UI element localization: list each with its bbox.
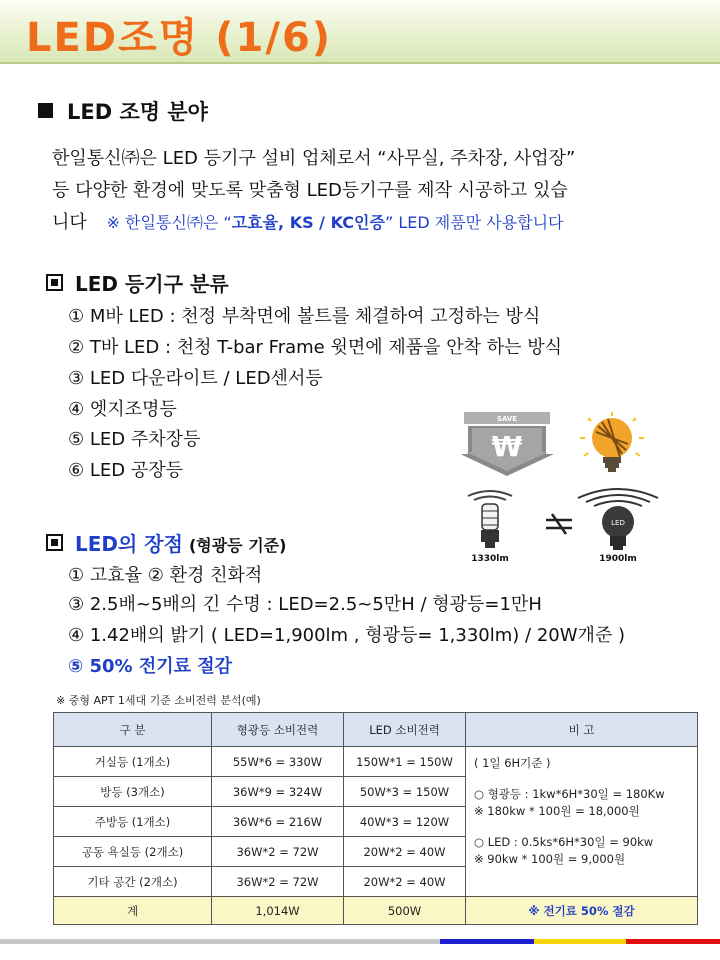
classification-heading-text: LED 등기구 분류 <box>75 272 229 296</box>
table-cell: 20W*2 = 40W <box>344 837 466 867</box>
table-cell: 36W*2 = 72W <box>212 837 344 867</box>
fluorescent-lumens: 1330lm <box>471 554 509 564</box>
column-header: LED 소비전력 <box>344 713 466 747</box>
table-cell: 150W*1 = 150W <box>344 747 466 777</box>
table-cell: 공동 욕실등 (2개소) <box>54 837 212 867</box>
table-cell: 36W*9 = 324W <box>212 777 344 807</box>
table-note: ※ 중형 APT 1세대 기준 소비전력 분석(예) <box>56 694 261 707</box>
led-lumens: 1900lm <box>599 554 637 564</box>
intro-line-3-text: 니다 <box>52 212 87 233</box>
section-heading-advantages <box>46 528 286 557</box>
footer-bar-red <box>626 939 720 944</box>
remark-line: ○ 형광등 : 1kw*6H*30일 = 180Kw <box>474 787 665 801</box>
boxed-square-icon <box>46 534 63 551</box>
table-cell: 36W*6 = 216W <box>212 807 344 837</box>
table-cell: 주방등 (1개소) <box>54 807 212 837</box>
footer-bar-gray <box>0 939 440 944</box>
table-cell: 40W*3 = 120W <box>344 807 466 837</box>
intro-line-2: 등 다양한 환경에 맞도록 맞춤형 LED등기구를 제작 시공하고 있습 <box>52 180 568 201</box>
led-label: LED <box>611 519 625 527</box>
footer-bar-yellow <box>534 939 626 944</box>
boxed-square-icon <box>46 274 63 291</box>
table-cell: 방등 (3개소) <box>54 777 212 807</box>
title-bar <box>0 0 720 64</box>
table-header-row <box>54 713 698 747</box>
save-label: SAVE <box>496 415 518 423</box>
footer-bar-blue <box>440 939 534 944</box>
advantage-item: ③ 2.5배~5배의 긴 수명 : LED=2.5~5만H / 형광등=1만H <box>68 594 542 615</box>
section-heading-text: LED 조명 분야 <box>67 100 208 124</box>
section-heading-led-lighting <box>38 96 208 126</box>
intro-line-3 <box>52 208 563 234</box>
total-cell: 1,014W <box>212 897 344 925</box>
remark-cell <box>466 747 698 897</box>
table-cell: 기타 공간 (2개소) <box>54 867 212 897</box>
column-header: 형광등 소비전력 <box>212 713 344 747</box>
certification-note <box>107 213 564 232</box>
note-bold: 고효율, KS / KC인증 <box>231 213 385 232</box>
advantage-item: ⑤ 50% 전기료 절감 <box>68 656 233 677</box>
advantages-heading-text: LED의 장점 <box>75 532 183 556</box>
classification-item: ⑥ LED 공장등 <box>68 460 184 481</box>
remark-line: ○ LED : 0.5ks*6H*30일 = 90kw <box>474 835 654 849</box>
classification-item: ① M바 LED : 천정 부착면에 볼트를 체결하여 고정하는 방식 <box>68 306 541 327</box>
square-bullet-icon <box>38 103 53 118</box>
remark-line: ( 1일 6H기준 ) <box>474 756 551 770</box>
table-cell: 거실등 (1개소) <box>54 747 212 777</box>
classification-item: ④ 엣지조명등 <box>68 399 177 420</box>
column-header: 구 분 <box>54 713 212 747</box>
total-remark-cell: ※ 전기료 50% 절감 <box>466 897 698 925</box>
power-consumption-table <box>53 712 698 925</box>
lightbulb-icon <box>580 412 644 472</box>
fluorescent-vs-led-image <box>460 484 664 564</box>
classification-item: ② T바 LED : 천청 T-bar Frame 윗면에 제품을 안착 하는 방식 <box>68 337 562 358</box>
classification-item: ⑤ LED 주차장등 <box>68 429 201 450</box>
classification-item: ③ LED 다운라이트 / LED센서등 <box>68 368 323 389</box>
total-cell: 계 <box>54 897 212 925</box>
advantage-item: ① 고효율 ② 환경 친화적 <box>68 565 263 586</box>
table-cell: 50W*3 = 150W <box>344 777 466 807</box>
section-heading-classification <box>46 268 229 297</box>
table-cell: 36W*2 = 72W <box>212 867 344 897</box>
note-suffix: ” LED 제품만 사용합니다 <box>384 213 564 232</box>
table-row <box>54 747 698 777</box>
won-icon: ₩ <box>491 430 523 463</box>
column-header: 비 고 <box>466 713 698 747</box>
advantage-item: ④ 1.42배의 밝기 ( LED=1,900lm , 형광등= 1,330lm) / 20W개준 ) <box>68 625 626 646</box>
table-total-row <box>54 897 698 925</box>
note-prefix: ※ 한일통신㈜은 “ <box>106 213 232 232</box>
remark-line: ※ 180kw * 100원 = 18,000원 <box>474 804 640 818</box>
total-cell: 500W <box>344 897 466 925</box>
table-cell: 20W*2 = 40W <box>344 867 466 897</box>
footer-color-bar <box>0 939 720 944</box>
intro-line-1: 한일통신㈜은 LED 등기구 설비 업체로서 “사무실, 주차장, 사업장” <box>52 148 576 169</box>
energy-saving-image <box>462 410 660 478</box>
remark-line: ※ 90kw * 100원 = 9,000원 <box>474 852 626 866</box>
page-title: LED조명 (1/6) <box>26 15 333 61</box>
advantages-heading-sub: (형광등 기준) <box>188 536 287 555</box>
table-cell: 55W*6 = 330W <box>212 747 344 777</box>
